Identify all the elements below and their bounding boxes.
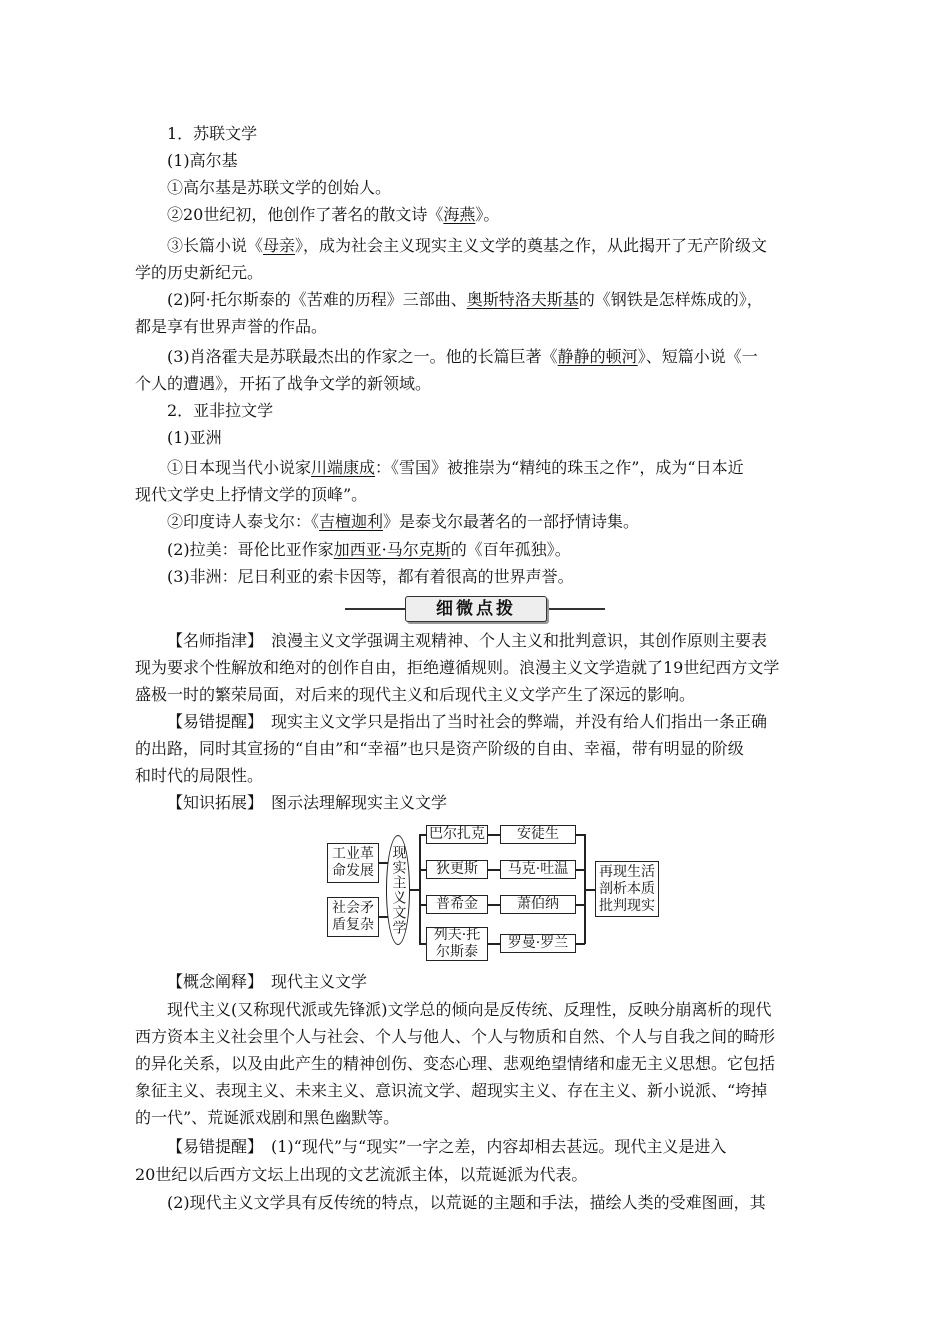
text-line: 象征主义、表现主义、未来主义、意识流文学、超现实主义、存在主义、新小说派、“垮掉 [135,1081,768,1100]
connector [419,834,421,944]
text-line: 的出路，同时其宣扬的“自由”和“幸福”也只是资产阶级的自由、幸福，带有明显的阶级 [135,739,744,758]
text-line: 西方资本主义社会里个人与社会、个人与他人、个人与物质和自然、个人与自我之间的畸形 [135,1027,776,1046]
text-line: (3)非洲：尼日利亚的索卡因等，都有着很高的世界声誉。 [167,567,574,586]
text-line: 的一代”、荒诞派戏剧和黑色幽默等。 [135,1108,400,1127]
connector [419,943,426,945]
author-box: 安徒生 [500,825,576,844]
subheading-asia: (1)亚洲 [167,428,222,447]
connector [488,869,500,871]
text-line: 20世纪以后西方文坛上出现的文艺流派主体，以荒诞派为代表。 [135,1165,588,1184]
banner-title: 细微点拨 [405,596,547,622]
connector [419,904,426,906]
diagram-result-box: 再现生活 剖析本质 批判现实 [595,861,659,917]
connector [584,889,595,891]
author-box: 萧伯纳 [500,895,576,914]
text-line: 现代文学史上抒情文学的顶峰”。 [135,485,368,504]
text-line: ①日本现当代小说家川端康成：《雪国》被推崇为“精纯的珠玉之作”，成为“日本近 [167,458,744,477]
author-box: 普希金 [426,895,488,914]
subheading-gorky: (1)高尔基 [167,151,238,170]
heading-soviet-literature: 1．苏联文学 [167,124,258,143]
banner-rule-right [543,608,605,610]
text-line: ②印度诗人泰戈尔：《吉檀迦利》是泰戈尔最著名的一部抒情诗集。 [167,512,640,531]
underlined-term: 奥斯特洛夫斯基 [466,290,579,309]
text-line: (3)肖洛霍夫是苏联最杰出的作家之一。他的长篇巨著《静静的顿河》、短篇小说《一 [167,347,758,366]
text-line: (2)现代主义文学具有反传统的特点，以荒诞的主题和手法，描绘人类的受难图画，其 [167,1193,766,1212]
banner-rule-left [345,608,407,610]
underlined-term: 川端康成 [311,458,376,477]
connector [419,869,426,871]
tip-common-mistake: 【易错提醒】 现实主义文学只是指出了当时社会的弊端，并没有给人们指出一条正确 [167,712,768,731]
text-line: 和时代的局限性。 [135,766,264,785]
tip-common-mistake: 【易错提醒】 (1)“现代”与“现实”一字之差，内容却相去甚远。现代主义是进入 [167,1137,727,1156]
underlined-term: 吉檀迦利 [319,512,384,531]
text-line: 现为要求个性解放和绝对的创作自由，拒绝遵循规则。浪漫主义文学造就了19世纪西方文学 [135,658,780,677]
text-line: 个人的遭遇》，开拓了战争文学的新领域。 [135,374,432,393]
author-box: 列夫·托 尔斯泰 [426,927,488,961]
connector [488,834,500,836]
diagram-cause-box: 社会矛 盾复杂 [327,897,379,937]
text-line: ③长篇小说《母亲》，成为社会主义现实主义文学的奠基之作，从此揭开了无产阶级文 [167,236,768,255]
text-line: 学的历史新纪元。 [135,263,264,282]
tip-teacher-guide: 【名师指津】 浪漫主义文学强调主观精神、个人主义和批判意识，其创作原则主要表 [167,631,768,650]
diagram-center-oval: 现实主义文学 [386,835,410,945]
text-line: 都是享有世界声誉的作品。 [135,317,328,336]
diagram-cause-box: 工业革 命发展 [327,843,379,883]
author-box: 巴尔扎克 [426,825,488,844]
text-line: 现代主义(又称现代派或先锋派)文学总的倾向是反传统、反理性，反映分崩离析的现代 [167,1000,772,1019]
underlined-term: 母亲 [263,236,296,255]
text-line: ①高尔基是苏联文学的创始人。 [167,178,392,197]
tip-knowledge-extension: 【知识拓展】 图示法理解现实主义文学 [167,793,448,812]
author-box: 罗曼·罗兰 [500,934,576,953]
tip-concept: 【概念阐释】 现代主义文学 [167,972,368,991]
text-line: ②20世纪初，他创作了著名的散文诗《海燕》。 [167,205,500,224]
text-line: 的异化关系，以及由此产生的精神创伤、变态心理、悲观绝望情绪和虚无主义思想。它包括 [135,1054,776,1073]
heading-afro-asian-latin-literature: 2．亚非拉文学 [167,401,274,420]
connector [488,943,500,945]
underlined-term: 海燕 [443,205,476,224]
underlined-term: 加西亚·马尔克斯 [333,540,451,559]
text-line: (2)阿·托尔斯泰的《苦难的历程》三部曲、奥斯特洛夫斯基的《钢铁是怎样炼成的》， [167,290,763,309]
author-box: 狄更斯 [426,860,488,879]
section-banner [345,595,605,623]
underlined-term: 静静的顿河 [557,347,638,366]
text-line: 盛极一时的繁荣局面，对后来的现代主义和后现代主义文学产生了深远的影响。 [135,685,696,704]
connector [419,834,426,836]
author-box: 马克·吐温 [500,860,576,879]
text-line: (2)拉美：哥伦比亚作家加西亚·马尔克斯的《百年孤独》。 [167,540,571,559]
connector [488,904,500,906]
